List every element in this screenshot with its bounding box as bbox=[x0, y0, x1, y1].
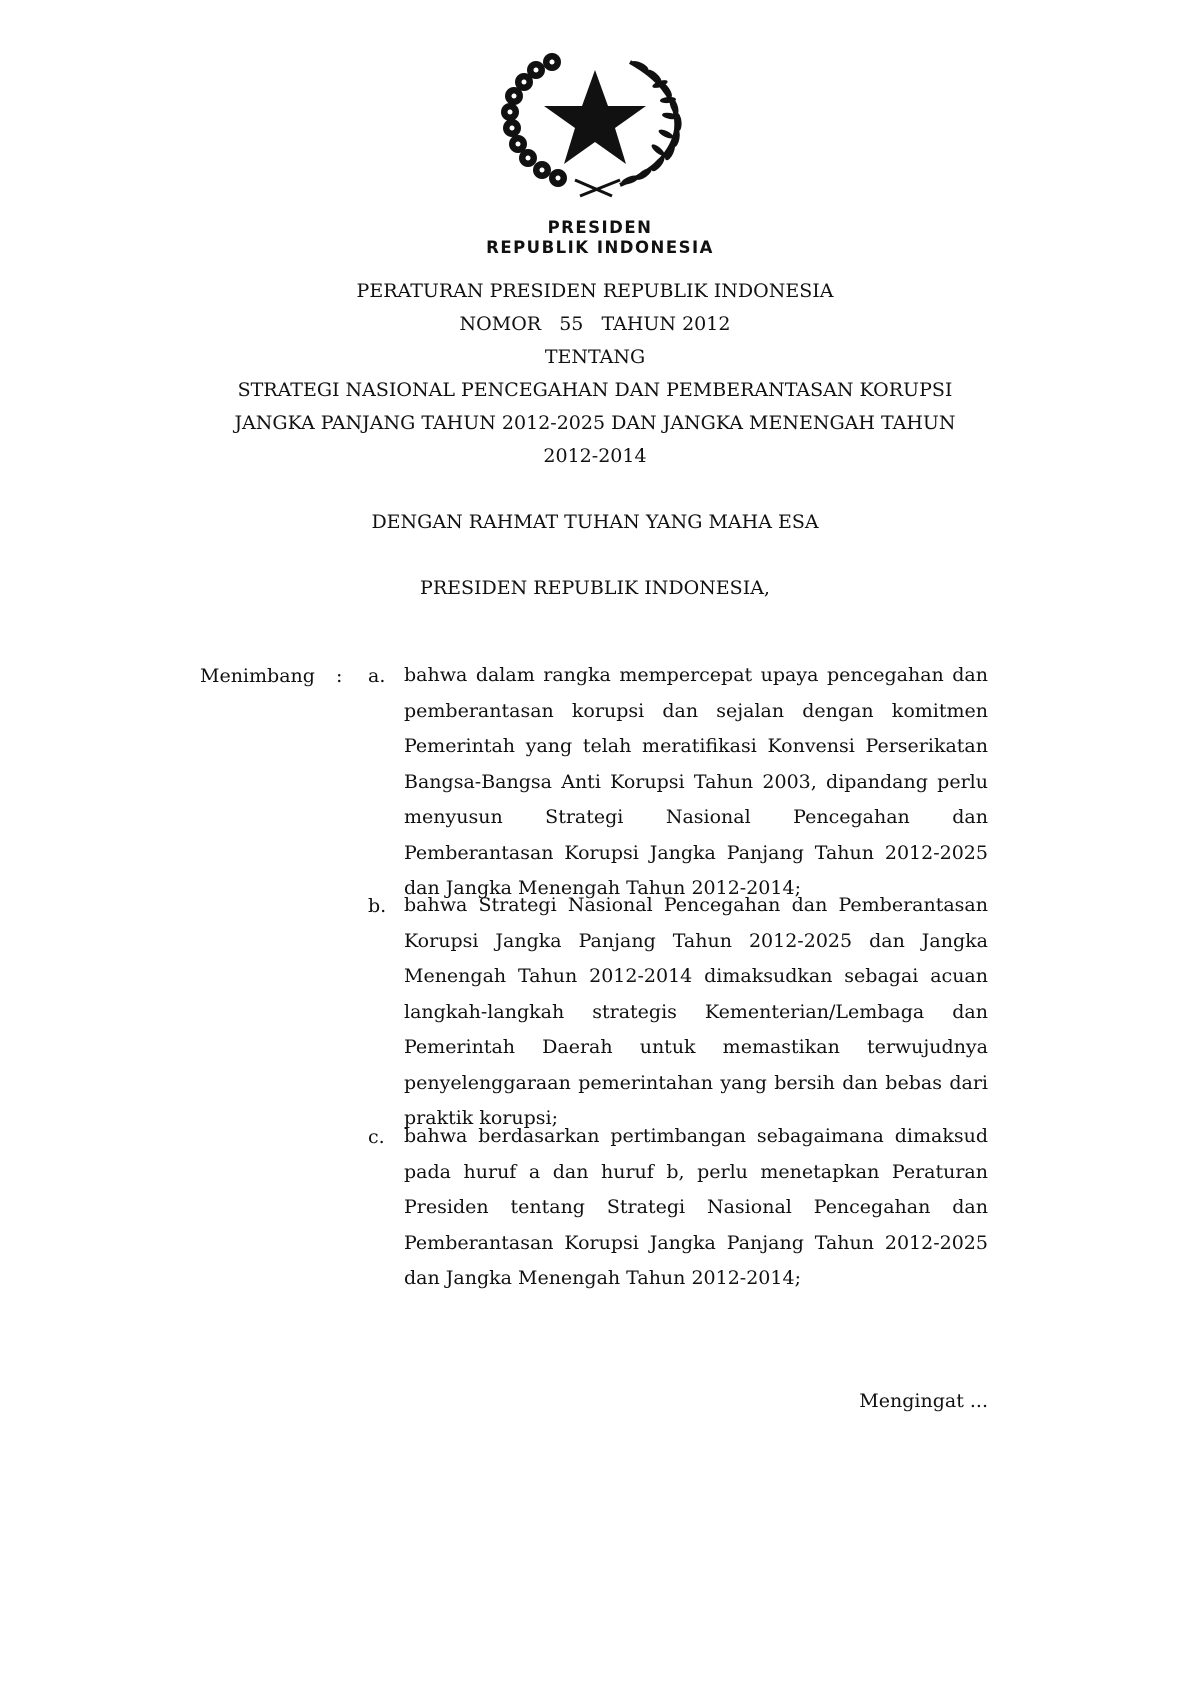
institution-line-2: REPUBLIK INDONESIA bbox=[486, 238, 714, 257]
institution-name bbox=[430, 218, 770, 258]
consideration-c: bahwa berdasarkan pertimbangan sebagaimana dimaksud pada huruf a dan huruf b, perlu menetapkan Peraturan Presiden tentang Strategi Nasional Pencegahan dan Pemberantasan Korupsi Jangka Panjang Tahun 2012-2025 dan Jangka Menengah Tahun 2012-2014; bbox=[404, 1125, 988, 1289]
regulation-subject-line-3: 2012-2014 bbox=[543, 445, 647, 467]
regulation-subject-line-1: STRATEGI NASIONAL PENCEGAHAN DAN PEMBERANTASAN KORUPSI bbox=[237, 379, 953, 401]
presidential-emblem-icon bbox=[480, 40, 710, 200]
authority: PRESIDEN REPUBLIK INDONESIA, bbox=[420, 577, 770, 599]
page-continuation: Mengingat ... bbox=[859, 1390, 988, 1412]
menimbang-label: Menimbang bbox=[200, 665, 315, 687]
item-letter-b: b. bbox=[368, 895, 387, 917]
menimbang-colon: : bbox=[336, 665, 343, 687]
consideration-b: bahwa Strategi Nasional Pencegahan dan Pemberantasan Korupsi Jangka Panjang Tahun 2012-2025 dan Jangka Menengah Tahun 2012-2014 dimaksudkan sebagai acuan langkah-langkah strategis Kementerian/Lembaga dan Pemerintah Daerah untuk memastikan terwujudnya penyelenggaraan pemerintahan yang bersih dan bebas dari praktik korupsi; bbox=[404, 894, 988, 1129]
item-letter-c: c. bbox=[368, 1126, 385, 1148]
consideration-a: bahwa dalam rangka mempercepat upaya pencegahan dan pemberantasan korupsi dan sejalan dengan komitmen Pemerintah yang telah meratifikasi Konvensi Perserikatan Bangsa-Bangsa Anti Korupsi Tahun 2003, dipandang perlu menyusun Strategi Nasional Pencegahan dan Pemberantasan Korupsi Jangka Panjang Tahun 2012-2025 dan Jangka Menengah Tahun 2012-2014; bbox=[404, 664, 988, 899]
regulation-title: PERATURAN PRESIDEN REPUBLIK INDONESIA bbox=[356, 280, 834, 302]
institution-line-1: PRESIDEN bbox=[547, 218, 653, 237]
regulation-about: TENTANG bbox=[544, 346, 646, 368]
item-letter-a: a. bbox=[368, 665, 386, 687]
regulation-subject-line-2: JANGKA PANJANG TAHUN 2012-2025 DAN JANGKA MENENGAH TAHUN bbox=[234, 412, 956, 434]
regulation-number: NOMOR 55 TAHUN 2012 bbox=[459, 313, 731, 335]
invocation: DENGAN RAHMAT TUHAN YANG MAHA ESA bbox=[371, 511, 819, 533]
